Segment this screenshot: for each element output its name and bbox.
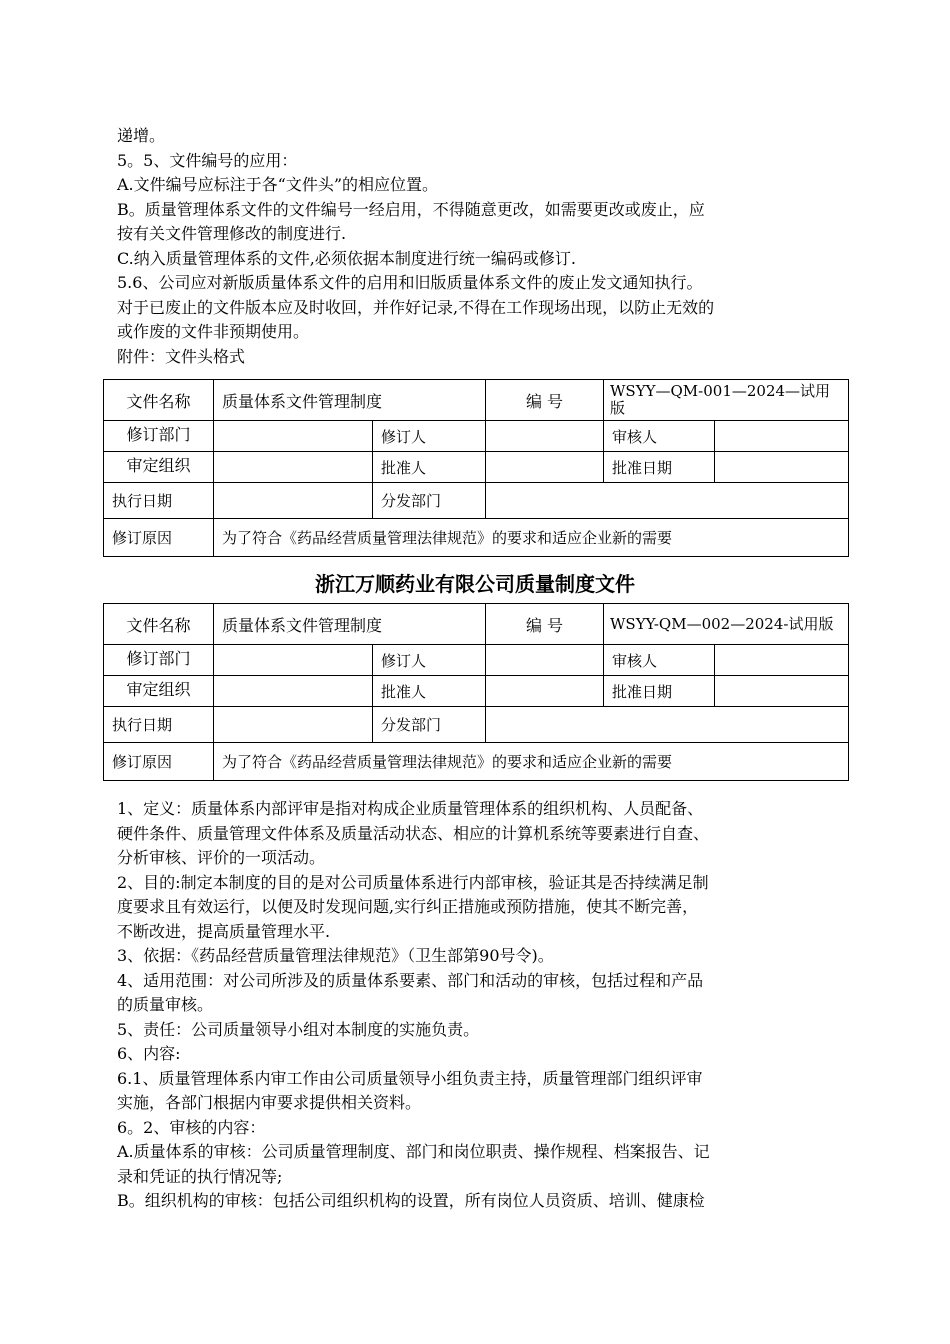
distribution-dept-label: 分发部门 [373, 483, 486, 519]
text-line: A.质量体系的审核：公司质量管理制度、部门和岗位职责、操作规程、档案报告、记 [117, 1142, 710, 1161]
reviser-label: 修订人 [373, 421, 486, 452]
text-line: 6。2、审核的内容： [117, 1117, 266, 1137]
text-line: 不断改进，提高质量管理水平. [117, 921, 331, 941]
revising-dept-value [214, 421, 373, 452]
approval-date-label: 批准日期 [604, 452, 715, 483]
approval-date-value [715, 676, 849, 707]
file-name-value: 质量体系文件管理制度 [214, 604, 486, 645]
auditor-label: 审核人 [604, 645, 715, 676]
revising-dept-label: 修订部门 [104, 645, 214, 676]
approving-org-label: 审定组织 [104, 676, 214, 707]
text-line: A.文件编号应标注于各“文件头”的相应位置。 [117, 175, 439, 194]
text-line: 5。5、文件编号的应用： [117, 150, 298, 170]
file-code-label: 编 号 [486, 380, 604, 421]
text-line: B。组织机构的审核：包括公司组织机构的设置，所有岗位人员资质、培训、健康检 [117, 1191, 705, 1210]
exec-date-value [214, 707, 373, 743]
approval-date-value [715, 452, 849, 483]
revising-dept-value [214, 645, 373, 676]
text-line: 分析审核、评价的一项活动。 [117, 848, 326, 867]
file-code-value: WSYY-QM—002—2024-试用版 [604, 604, 849, 645]
auditor-value [715, 645, 849, 676]
text-line: 硬件条件、质量管理文件体系及质量活动状态、相应的计算机系统等要素进行自查、 [117, 823, 710, 843]
auditor-value [715, 421, 849, 452]
text-line: 6.1、质量管理体系内审工作由公司质量领导小组负责主持，质量管理部门组织评审 [117, 1068, 703, 1088]
reviser-value [486, 421, 604, 452]
distribution-dept-value [486, 707, 849, 743]
text-line: 1、定义：质量体系内部评审是指对构成企业质量管理体系的组织机构、人员配备、 [117, 799, 704, 818]
file-header-table-1 [103, 379, 849, 557]
file-code-value: WSYY—QM-001—2024—试用版 [604, 380, 849, 421]
file-header-table-2 [103, 603, 849, 781]
file-code-label: 编 号 [486, 604, 604, 645]
file-name-value: 质量体系文件管理制度 [214, 380, 486, 421]
exec-date-label: 执行日期 [104, 483, 214, 519]
distribution-dept-value [486, 483, 849, 519]
revision-reason-value: 为了符合《药品经营质量管理法律规范》的要求和适应企业新的需要 [214, 743, 849, 781]
text-line: 6、内容: [117, 1044, 181, 1063]
approver-label: 批准人 [373, 676, 486, 707]
text-line: C.纳入质量管理体系的文件,必须依据本制度进行统一编码或修订. [117, 248, 576, 268]
approving-org-value [214, 676, 373, 707]
text-line: 实施，各部门根据内审要求提供相关资料。 [117, 1093, 422, 1112]
file-name-label: 文件名称 [104, 604, 214, 645]
attachment-label: 附件：文件头格式 [117, 346, 246, 366]
approver-label: 批准人 [373, 452, 486, 483]
approval-date-label: 批准日期 [604, 676, 715, 707]
file-name-label: 文件名称 [104, 380, 214, 421]
exec-date-label: 执行日期 [104, 707, 214, 743]
reviser-label: 修订人 [373, 645, 486, 676]
approver-value [486, 452, 604, 483]
text-line: 按有关文件管理修改的制度进行. [117, 224, 347, 243]
company-title: 浙江万顺药业有限公司质量制度文件 [315, 572, 635, 596]
text-line: B。质量管理体系文件的文件编号一经启用，不得随意更改，如需要更改或废止，应 [117, 199, 705, 219]
text-line: 递增。 [117, 126, 166, 145]
text-line: 2、目的:制定本制度的目的是对公司质量体系进行内部审核，验证其是否持续满足制 [117, 872, 709, 892]
revision-reason-value: 为了符合《药品经营质量管理法律规范》的要求和适应企业新的需要 [214, 519, 849, 557]
text-line: 或作废的文件非预期使用。 [117, 322, 310, 341]
revising-dept-label: 修订部门 [104, 421, 214, 452]
text-line: 录和凭证的执行情况等; [117, 1166, 283, 1186]
exec-date-value [214, 483, 373, 519]
approving-org-value [214, 452, 373, 483]
reviser-value [486, 645, 604, 676]
distribution-dept-label: 分发部门 [373, 707, 486, 743]
approver-value [486, 676, 604, 707]
text-line: 的质量审核。 [117, 995, 214, 1014]
top-text-block [117, 124, 837, 369]
text-line: 3、依据：《药品经营质量管理法律规范》（卫生部第90号令)。 [117, 946, 554, 965]
approving-org-label: 审定组织 [104, 452, 214, 483]
auditor-label: 审核人 [604, 421, 715, 452]
revision-reason-label: 修订原因 [104, 519, 214, 557]
text-line: 4、适用范围：对公司所涉及的质量体系要素、部门和活动的审核，包括过程和产品 [117, 970, 704, 990]
bottom-text-block [117, 797, 837, 1214]
revision-reason-label: 修订原因 [104, 743, 214, 781]
text-line: 5、责任：公司质量领导小组对本制度的实施负责。 [117, 1019, 480, 1039]
text-line: 对于已废止的文件版本应及时收回，并作好记录,不得在工作现场出现，以防止无效的 [117, 297, 715, 317]
text-line: 度要求且有效运行，以便及时发现问题,实行纠正措施或预防措施，使其不断完善， [117, 897, 699, 916]
text-line: 5.6、公司应对新版质量体系文件的启用和旧版质量体系文件的废止发文通知执行。 [117, 273, 703, 292]
